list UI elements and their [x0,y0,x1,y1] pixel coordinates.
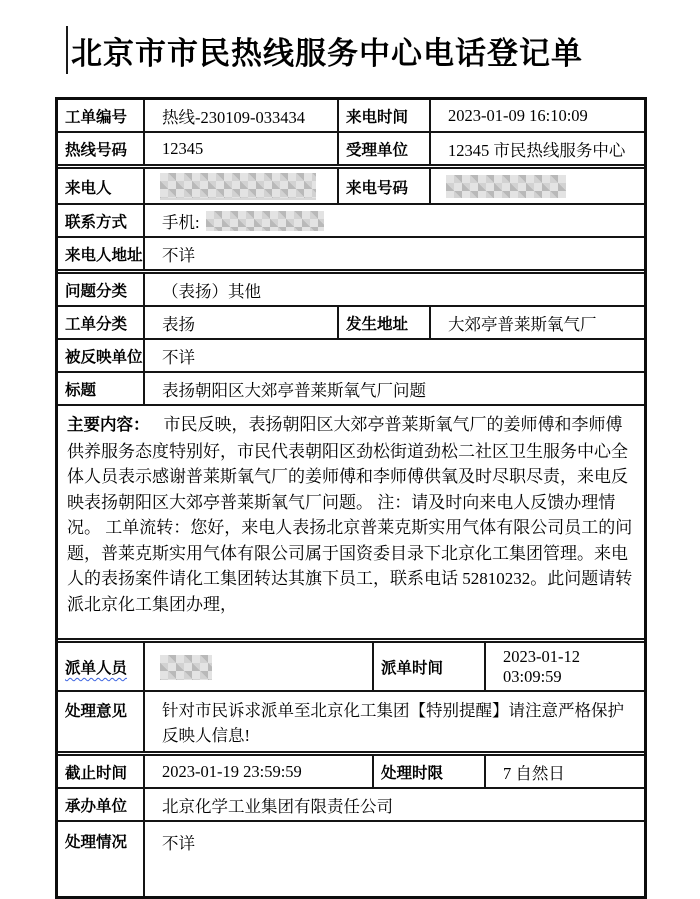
row-order-class [58,307,644,340]
row-hotline-no [58,133,644,169]
redacted-caller-name [160,173,316,200]
row-deadline [58,756,644,789]
order-no-label: 工单编号 [65,109,128,126]
handle-limit-label: 处理时限 [381,765,444,782]
hotline-no-label: 热线号码 [65,142,128,159]
row-main-content [58,406,644,643]
dispatch-time-value: 2023-01-12 03:09:59 [503,647,580,686]
row-contact [58,205,644,238]
main-content-cell [58,406,644,638]
row-caller-address [58,238,644,274]
row-handle-status [58,822,644,896]
handle-opinion-value: 针对市民诉求派单至北京化工集团【特别提醒】请注意严格保护反映人信息! [162,701,624,745]
order-no-value: 热线-230109-033434 [162,108,305,127]
row-caller [58,169,644,205]
handler-unit-label: 承办单位 [65,798,128,815]
order-class-value: 表扬 [162,315,195,334]
dispatcher-label: 派单人员 [65,660,128,677]
handle-opinion-label: 处理意见 [65,703,128,720]
issue-class-value: （表扬）其他 [162,282,261,301]
page-title: 北京市市民热线服务中心电话登记单 [71,35,583,71]
accept-unit-value: 12345 市民热线服务中心 [448,141,626,160]
row-handle-opinion [58,692,644,756]
caller-label: 来电人 [65,179,112,197]
redacted-phone-number [206,211,324,231]
subject-label: 标题 [65,382,97,399]
title-block [66,26,700,74]
order-class-label: 工单分类 [65,316,128,333]
call-time-label: 来电时间 [346,109,409,126]
dispatch-time-label: 派单时间 [381,660,444,677]
reported-unit-label: 被反映单位 [65,349,143,366]
accept-unit-label: 受理单位 [346,142,409,159]
handle-limit-value: 7 自然日 [503,764,565,783]
main-content-text: 市民反映，表扬朝阳区大郊亭普莱斯氧气厂的姜师傅和李师傅供养服务态度特别好，市民代表朝阳区劲松街道劲松二社区卫生服务中心全体人员表示感谢普莱斯氧气厂的姜师傅和李师傅供氧及时尽职尽责，来电反映表扬朝阳区大郊亭普莱斯氧气厂问题。 注：请及时向来电人反馈办理情况。 工单流转：您好，来电人表扬北京普莱克斯实用气体有限公司员工的问题，普莱克斯实用气体有限公司属于国资委目录下北京化工集团管理。来电人的表扬案件请化工集团转达其旗下员工，联系电话 52810232。此问题请转派北京化工集团办理， [67,415,633,614]
reported-unit-value: 不详 [162,348,195,367]
deadline-label: 截止时间 [65,765,128,782]
main-content-label: 主要内容： [67,416,150,434]
row-subject [58,373,644,406]
hotline-no-value: 12345 [162,139,204,158]
caller-address-value: 不详 [162,246,195,265]
deadline-value: 2023-01-19 23:59:59 [162,762,302,781]
redacted-caller-number [446,175,566,198]
row-reported-unit [58,340,644,373]
registration-form-table [55,97,647,899]
contact-value-prefix: 手机: [162,213,200,232]
row-order-no [58,100,644,133]
text-cursor [66,26,68,74]
subject-value: 表扬朝阳区大郊亭普莱斯氧气厂问题 [162,381,426,400]
call-time-value: 2023-01-09 16:10:09 [448,106,588,125]
redacted-dispatcher-name [160,655,212,680]
row-dispatcher [58,643,644,692]
issue-class-label: 问题分类 [65,283,128,300]
row-issue-class [58,274,644,307]
caller-address-label: 来电人地址 [65,247,143,264]
handler-unit-value: 北京化学工业集团有限责任公司 [162,797,393,816]
handle-status-label: 处理情况 [65,834,128,851]
row-handler-unit [58,789,644,822]
caller-no-label: 来电号码 [346,179,409,197]
incident-address-value: 大郊亭普莱斯氧气厂 [448,315,597,334]
contact-label: 联系方式 [65,214,128,231]
handle-status-value: 不详 [162,834,195,853]
incident-address-label: 发生地址 [346,316,409,333]
